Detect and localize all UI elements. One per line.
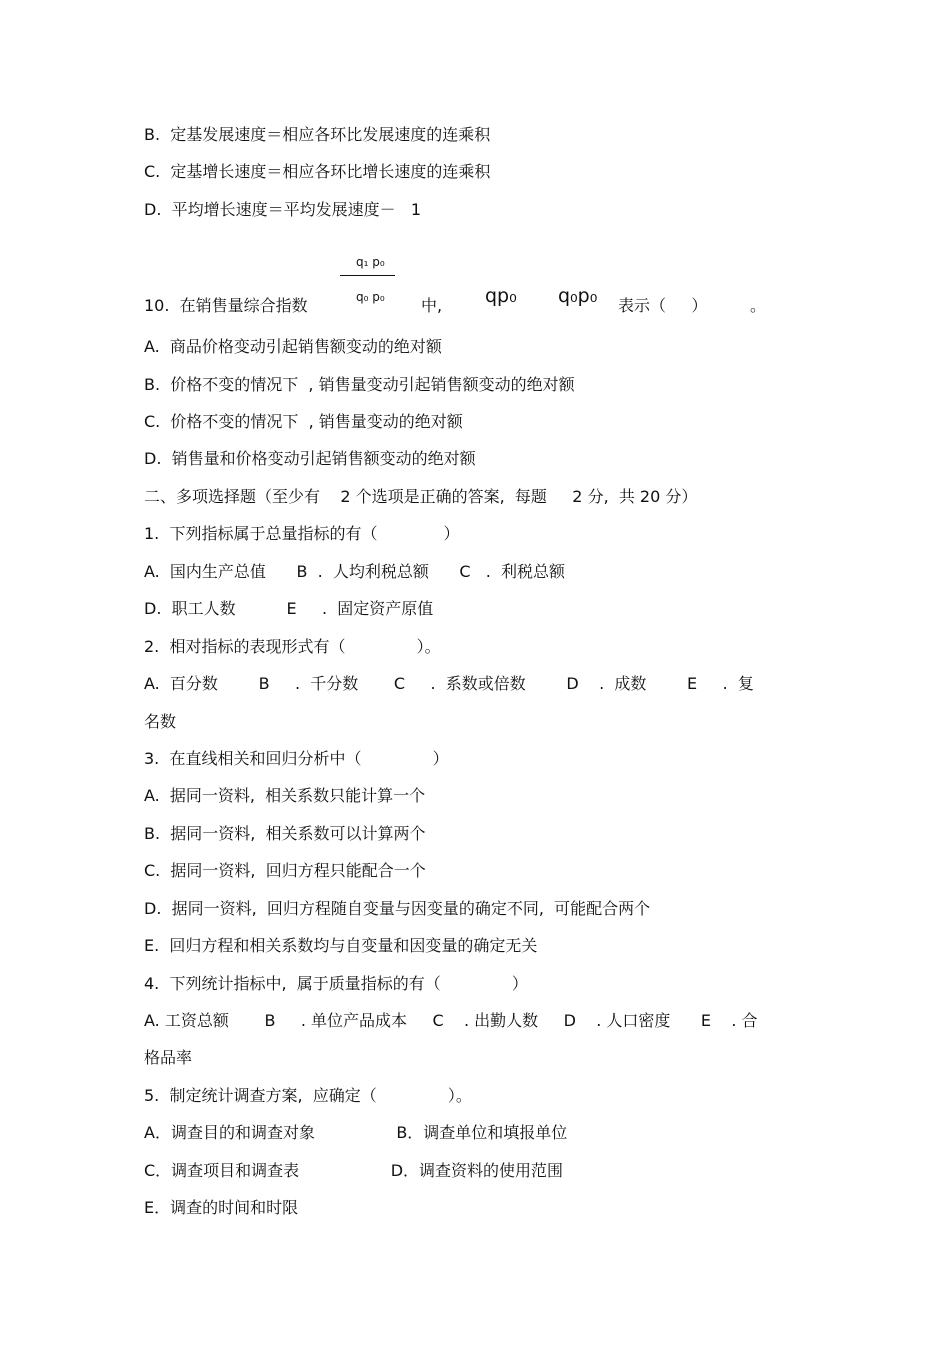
mq3-option-a: A. 据同一资料, 相关系数只能计算一个 [144,786,426,805]
mq3-stem: 3. 在直线相关和回归分析中（ ） [144,749,449,768]
q10-option-c: C. 价格不变的情况下 , 销售量变动的绝对额 [144,412,463,431]
formula-term-2: q₀p₀ [558,285,598,307]
mq5-options-row-1: A．调查目的和调查对象 B．调查单位和填报单位 [144,1123,568,1142]
q10-option-a: A. 商品价格变动引起销售额变动的绝对额 [144,337,442,356]
question-10-zhong: 中, [421,296,443,315]
mq1-stem: 1. 下列指标属于总量指标的有（ ） [144,524,460,543]
fraction-numerator: q₁ p₀ [356,255,385,269]
question-10-end: 。 [750,296,767,315]
mq5-options-row-3: E．调查的时间和时限 [144,1198,299,1217]
question-10-prefix: 10. 在销售量综合指数 [144,296,308,315]
formula-term-1: qp₀ [485,285,517,307]
mq5-options-row-2: C．调查项目和调查表 D．调查资料的使用范围 [144,1161,564,1180]
mq4-stem: 4. 下列统计指标中, 属于质量指标的有（ ） [144,974,528,993]
mq3-option-d: D. 据同一资料, 回归方程随自变量与因变量的确定不同, 可能配合两个 [144,899,651,918]
mq1-options-row-1: A. 国内生产总值 B . 人均利税总额 C . 利税总额 [144,562,566,581]
option-d-line: D. 平均增长速度＝平均发展速度－ 1 [144,200,422,219]
question-10-suffix: 表示（ ） [618,296,708,315]
mq4-options: A. 工资总额 B . 单位产品成本 C . 出勤人数 D . 人口密度 E . 合 [144,1011,758,1030]
fraction-denominator: q₀ p₀ [356,290,385,304]
option-b-line: B. 定基发展速度＝相应各环比发展速度的连乘积 [144,125,491,144]
mq2-stem: 2. 相对指标的表现形式有（ ）。 [144,637,441,656]
mq4-options-wrap: 格品率 [144,1048,193,1067]
mq2-options-wrap: 名数 [144,712,177,731]
mq1-options-row-2: D. 职工人数 E . 固定资产原值 [144,599,434,618]
mq5-stem: 5. 制定统计调查方案, 应确定（ ）。 [144,1086,472,1105]
q10-option-d: D. 销售量和价格变动引起销售额变动的绝对额 [144,449,476,468]
fraction-bar [340,275,395,276]
mq3-option-c: C. 据同一资料, 回归方程只能配合一个 [144,861,426,880]
mq2-options: A. 百分数 B . 千分数 C . 系数或倍数 D . 成数 E . 复 [144,674,754,693]
mq3-option-b: B. 据同一资料, 相关系数可以计算两个 [144,824,426,843]
mq3-option-e: E. 回归方程和相关系数均与自变量和因变量的确定无关 [144,936,538,955]
q10-option-b: B. 价格不变的情况下 , 销售量变动引起销售额变动的绝对额 [144,375,575,394]
option-c-line: C. 定基增长速度＝相应各环比增长速度的连乘积 [144,162,491,181]
section-2-heading: 二、多项选择题（至少有 2 个选项是正确的答案, 每题 2 分, 共 20 分） [144,487,698,506]
